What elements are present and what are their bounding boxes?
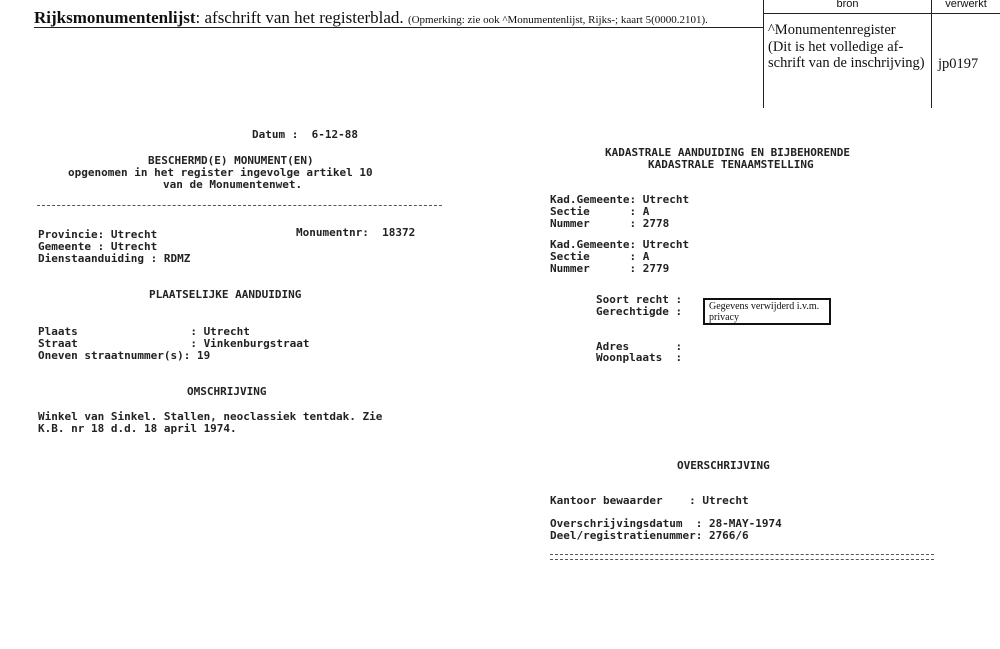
header-rule (34, 27, 764, 28)
double-separator (550, 554, 934, 560)
omschr-heading: OMSCHRIJVING (187, 385, 267, 398)
dashed-separator (37, 205, 442, 206)
title-rest: : afschrift van het registerblad. (195, 8, 404, 27)
source-line-2: (Dit is het volledige af- (768, 38, 904, 55)
box-divider-left (763, 0, 764, 108)
deel-registratienummer: Deel/registratienummer: 2766/6 (550, 529, 749, 542)
source-text (768, 22, 930, 72)
plaats-heading: PLAATSELIJKE AANDUIDING (149, 288, 302, 301)
privacy-notice-box: Gegevens verwijderd i.v.m. privacy (703, 298, 831, 325)
kad1-gemeente: Kad.Gemeente: Utrecht (550, 193, 690, 206)
kad-heading-2: KADASTRALE TENAAMSTELLING (648, 158, 814, 171)
overschr-heading: OVERSCHRIJVING (677, 459, 770, 472)
soort-recht: Soort recht : (596, 293, 683, 306)
adres: Adres : (596, 340, 683, 353)
title-bold: Rijksmonumentenlijst (34, 8, 196, 27)
left-plaats: Plaats : Utrecht (38, 325, 250, 338)
left-heading-3: van de Monumentenwet. (163, 178, 303, 191)
document-title (34, 8, 708, 28)
verwerkt-code: jp0197 (938, 56, 979, 72)
source-line-3: schrift van de inschrijving) (768, 55, 925, 71)
kantoor-bewaarder: Kantoor bewaarder : Utrecht (550, 494, 749, 507)
box-header-rule (763, 13, 1000, 14)
left-oneven: Oneven straatnummer(s): 19 (38, 349, 211, 362)
gerechtigde: Gerechtigde : (596, 305, 683, 318)
left-monumentnr: Monumentnr: 18372 (296, 226, 416, 239)
kad2-sectie: Sectie : A (550, 250, 650, 263)
box-divider-right (931, 0, 932, 108)
left-heading-2: opgenomen in het register ingevolge artikel 10 (68, 166, 373, 179)
source-line-1: ^Monumentenregister (768, 22, 896, 38)
overschr-datum: Overschrijvingsdatum : 28-MAY-1974 (550, 517, 782, 530)
kad-heading-1: KADASTRALE AANDUIDING EN BIJBEHORENDE (605, 146, 851, 159)
left-gemeente: Gemeente : Utrecht (38, 240, 158, 253)
column-header-bron: bron (836, 0, 859, 10)
title-note: (Opmerking: zie ook ^Monumentenlijst, Rijks-; kaart 5(0000.2101). (407, 14, 708, 26)
column-header-verwerkt: verwerkt (945, 0, 987, 10)
kad1-nummer: Nummer : 2778 (550, 217, 670, 230)
left-straat: Straat : Vinkenburgstraat (38, 337, 310, 350)
left-provincie: Provincie: Utrecht (38, 228, 158, 241)
left-datum: Datum : 6-12-88 (252, 128, 358, 141)
omschr-line-2: K.B. nr 18 d.d. 18 april 1974. (38, 422, 237, 435)
kad2-nummer: Nummer : 2779 (550, 262, 670, 275)
left-dienst: Dienstaanduiding : RDMZ (38, 252, 191, 265)
kad1-sectie: Sectie : A (550, 205, 650, 218)
woonplaats: Woonplaats : (596, 351, 683, 364)
kad2-gemeente: Kad.Gemeente: Utrecht (550, 238, 690, 251)
left-heading-1: BESCHERMD(E) MONUMENT(EN) (148, 154, 314, 167)
omschr-line-1: Winkel van Sinkel. Stallen, neoclassiek tentdak. Zie (38, 410, 383, 423)
